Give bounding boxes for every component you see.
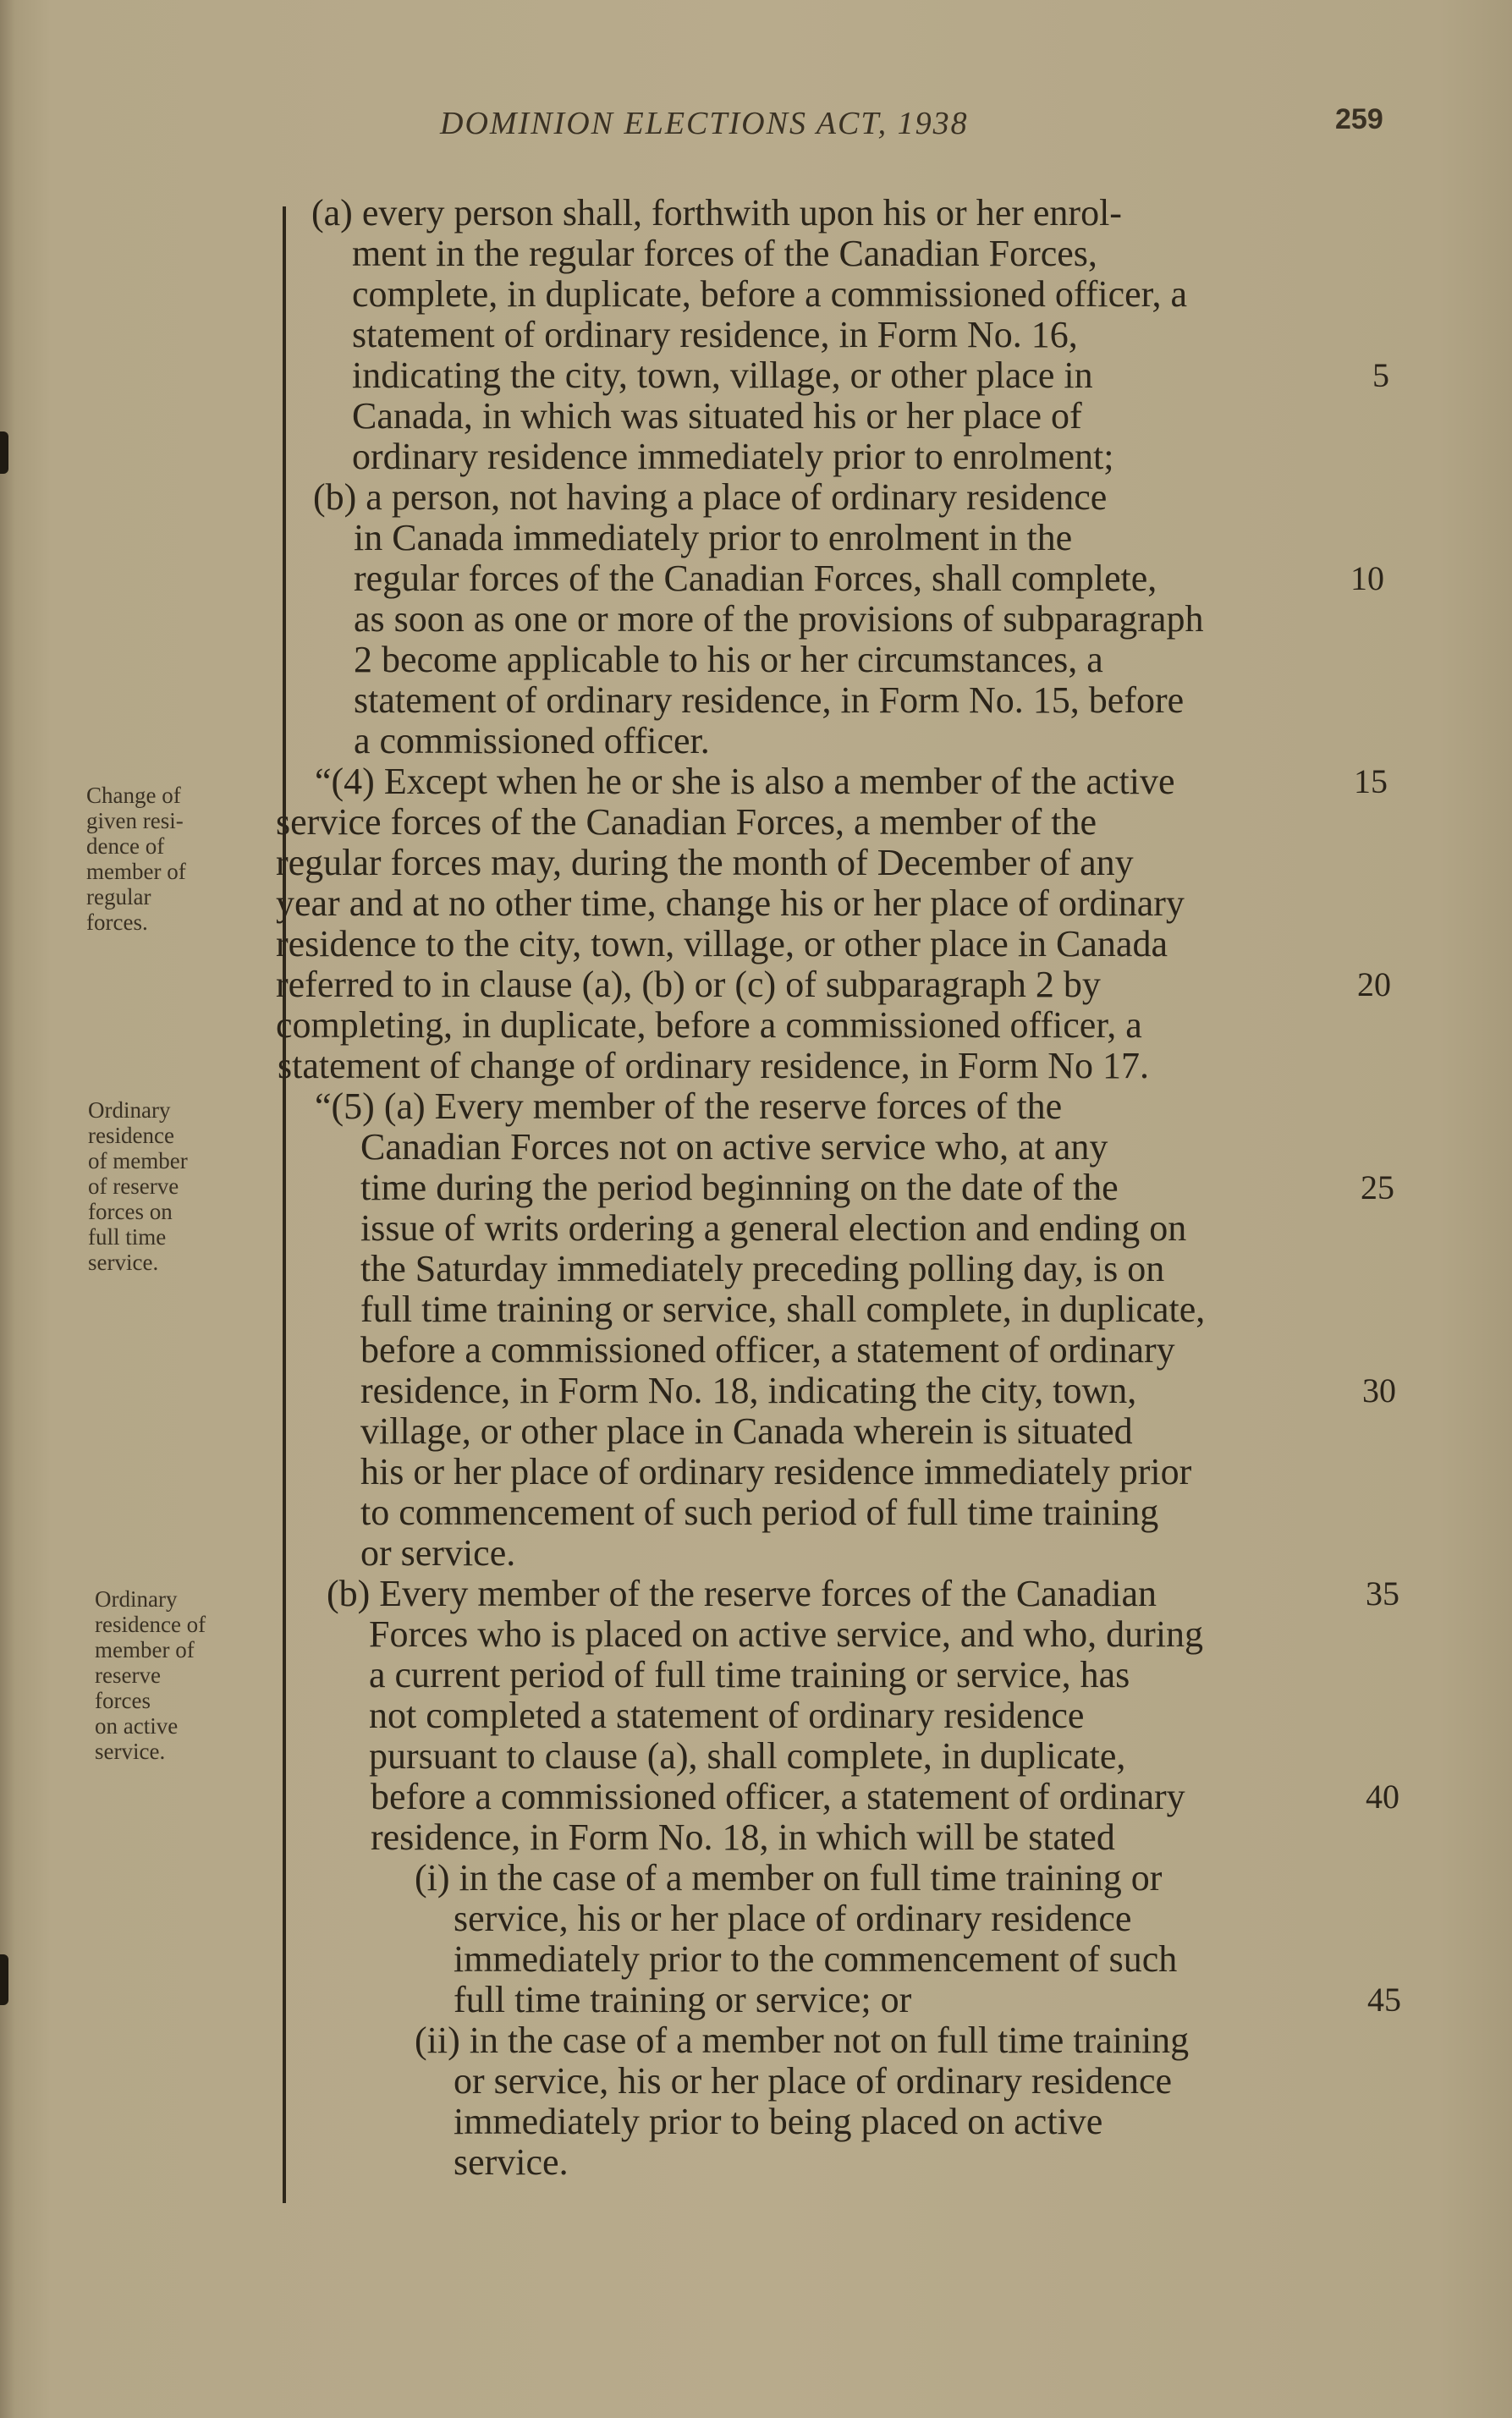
- body-line: Canadian Forces not on active service who, at any: [360, 1126, 1108, 1168]
- side-note-line: Ordinary: [95, 1586, 178, 1612]
- body-line: his or her place of ordinary residence immediately prior: [360, 1451, 1192, 1492]
- side-note-line: residence of: [95, 1612, 206, 1637]
- body-line: immediately prior to being placed on active: [454, 2101, 1103, 2142]
- side-note-line: Change of: [86, 783, 181, 808]
- body-line: (a) every person shall, forthwith upon his or her enrol-: [311, 192, 1122, 234]
- body-line: as soon as one or more of the provisions of subparagraph: [354, 598, 1204, 640]
- line-number: 45: [1367, 1981, 1401, 2019]
- side-note-line: given resi-: [86, 808, 184, 833]
- line-number: 25: [1361, 1168, 1394, 1206]
- side-note-line: service.: [95, 1739, 166, 1764]
- running-header-title: DOMINION ELECTIONS ACT, 1938: [440, 106, 969, 141]
- page-number: 259: [1335, 103, 1383, 135]
- side-note-change-of-residence: [86, 783, 186, 935]
- body-line: regular forces of the Canadian Forces, shall complete,: [354, 558, 1157, 599]
- body-line: service, his or her place of ordinary residence: [454, 1898, 1132, 1939]
- body-line: or service.: [360, 1532, 516, 1574]
- line-number: 20: [1357, 965, 1391, 1003]
- line-number: 40: [1366, 1778, 1399, 1816]
- body-line: statement of ordinary residence, in Form No. 16,: [352, 314, 1078, 355]
- body-line: service forces of the Canadian Forces, a member of the: [276, 801, 1097, 843]
- side-note-line: of reserve: [88, 1173, 179, 1199]
- side-note-line: forces on: [88, 1199, 173, 1224]
- line-number: 15: [1354, 762, 1388, 800]
- side-note-line: member of: [95, 1637, 195, 1662]
- body-line: (b) a person, not having a place of ordinary residence: [313, 476, 1108, 518]
- body-line: (ii) in the case of a member not on full time training: [415, 2020, 1190, 2061]
- body-line: immediately prior to the commencement of such: [454, 1938, 1178, 1980]
- body-line: residence, in Form No. 18, in which will be stated: [371, 1816, 1115, 1858]
- side-note-line: dence of: [86, 833, 165, 859]
- side-note-line: member of: [86, 859, 186, 884]
- body-line: ordinary residence immediately prior to enrolment;: [352, 436, 1114, 477]
- body-line: before a commissioned officer, a statement of ordinary: [371, 1776, 1185, 1817]
- body-line: issue of writs ordering a general election and ending on: [360, 1207, 1187, 1249]
- line-number: 35: [1366, 1574, 1399, 1613]
- body-line: before a commissioned officer, a statement of ordinary: [360, 1329, 1175, 1371]
- side-note-line: of member: [88, 1148, 188, 1173]
- binding-mark: [0, 431, 8, 474]
- body-line: “(4) Except when he or she is also a member of the active: [315, 761, 1175, 802]
- body-line: Forces who is placed on active service, and who, during: [369, 1613, 1204, 1655]
- body-line: village, or other place in Canada wherein is situated: [360, 1410, 1133, 1452]
- body-line: complete, in duplicate, before a commissioned officer, a: [352, 273, 1188, 315]
- body-line: to commencement of such period of full time training: [360, 1492, 1159, 1533]
- body-line: year and at no other time, change his or her place of ordinary: [276, 882, 1185, 924]
- body-line: statement of ordinary residence, in Form No. 15, before: [354, 679, 1185, 721]
- body-line: “(5) (a) Every member of the reserve forces of the: [315, 1085, 1063, 1127]
- body-line: the Saturday immediately preceding polling day, is on: [360, 1248, 1165, 1289]
- line-number: 30: [1362, 1371, 1396, 1410]
- side-note-reserve-active: [95, 1586, 206, 1764]
- side-note-line: forces.: [86, 909, 148, 935]
- body-line: or service, his or her place of ordinary residence: [454, 2060, 1173, 2102]
- body-line: 2 become applicable to his or her circumstances, a: [354, 639, 1103, 680]
- body-line: Canada, in which was situated his or her place of: [352, 395, 1082, 437]
- body-line: service.: [454, 2141, 569, 2183]
- body-line: full time training or service, shall complete, in duplicate,: [360, 1289, 1206, 1330]
- body-line: a commissioned officer.: [354, 720, 710, 761]
- body-line: regular forces may, during the month of December of any: [276, 842, 1134, 883]
- side-note-line: Ordinary: [88, 1097, 171, 1123]
- side-note-line: full time: [88, 1224, 167, 1250]
- body-line: statement of change of ordinary residence, in Form No 17.: [278, 1045, 1150, 1086]
- side-note-line: forces: [95, 1688, 151, 1713]
- body-line: full time training or service; or: [454, 1979, 912, 2020]
- body-line: completing, in duplicate, before a commissioned officer, a: [276, 1004, 1142, 1046]
- body-line: (b) Every member of the reserve forces of the Canadian: [327, 1573, 1157, 1614]
- body-line: pursuant to clause (a), shall complete, in duplicate,: [369, 1735, 1126, 1777]
- binding-mark: [0, 1954, 8, 2005]
- body-line: (i) in the case of a member on full time training or: [415, 1857, 1163, 1899]
- side-note-line: reserve: [95, 1662, 161, 1688]
- body-line: residence, in Form No. 18, indicating the city, town,: [360, 1370, 1137, 1411]
- line-number: 10: [1350, 559, 1384, 597]
- margin-rule: [283, 206, 286, 2203]
- line-number: 5: [1372, 356, 1389, 394]
- body-line: ment in the regular forces of the Canadian Forces,: [352, 233, 1097, 274]
- body-line: referred to in clause (a), (b) or (c) of subparagraph 2 by: [276, 964, 1101, 1005]
- body-line: indicating the city, town, village, or other place in: [352, 354, 1093, 396]
- side-note-line: regular: [86, 884, 151, 909]
- body-line: residence to the city, town, village, or other place in Canada: [276, 923, 1168, 964]
- side-note-reserve-full-time: [88, 1097, 188, 1275]
- side-note-line: on active: [95, 1713, 179, 1739]
- side-note-line: service.: [88, 1250, 159, 1275]
- body-line: in Canada immediately prior to enrolment in the: [354, 517, 1073, 558]
- side-note-line: residence: [88, 1123, 174, 1148]
- body-line: a current period of full time training or service, has: [369, 1654, 1130, 1695]
- body-line: not completed a statement of ordinary residence: [369, 1695, 1085, 1736]
- body-line: time during the period beginning on the date of the: [360, 1167, 1119, 1208]
